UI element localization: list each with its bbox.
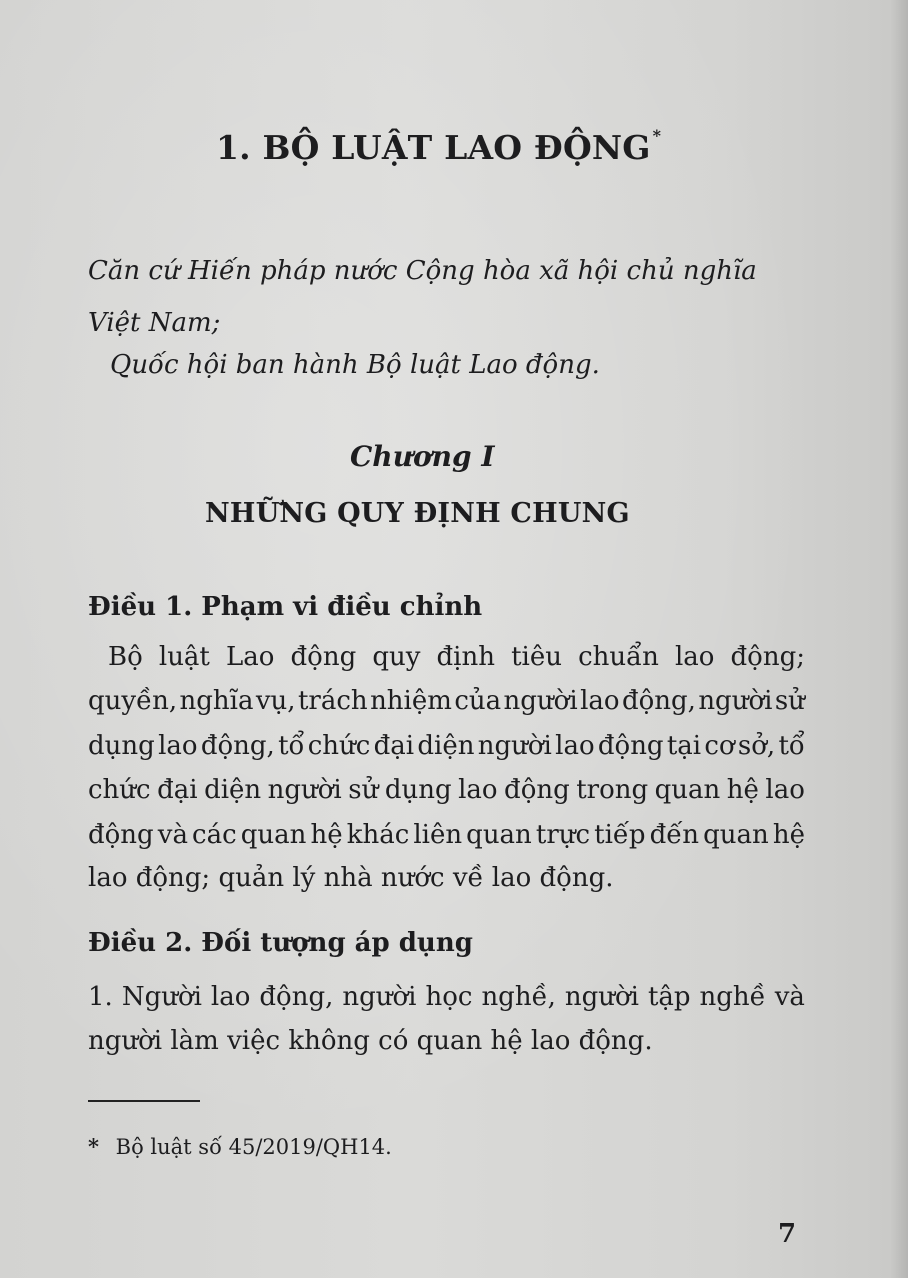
word: dụng xyxy=(384,775,452,805)
word: cơ xyxy=(704,731,735,761)
word: động, xyxy=(621,686,696,716)
word: tập xyxy=(647,982,691,1012)
article-1-line-1 xyxy=(108,642,805,672)
footnote-marker: * xyxy=(88,1134,99,1159)
word: diện xyxy=(417,731,475,761)
word: chức xyxy=(88,775,151,805)
word: Người xyxy=(121,982,202,1012)
word: quyền, xyxy=(88,686,178,716)
word: học xyxy=(425,982,473,1012)
word: người xyxy=(267,775,342,805)
word: hệ xyxy=(310,820,343,850)
word: người xyxy=(342,982,417,1012)
word: lao xyxy=(765,775,805,805)
word: các xyxy=(192,820,237,850)
word: động xyxy=(504,775,570,805)
word: quy xyxy=(372,642,421,672)
page-number: 7 xyxy=(778,1219,797,1249)
word: sử xyxy=(774,686,805,716)
word: lao xyxy=(555,731,595,761)
word: tổ xyxy=(778,731,805,761)
word: tiêu xyxy=(511,642,562,672)
word: sở, xyxy=(737,731,776,761)
word: đại xyxy=(373,731,415,761)
word: luật xyxy=(158,642,210,672)
word: định xyxy=(436,642,495,672)
word: 1. xyxy=(88,982,113,1012)
law-title-text: 1. BỘ LUẬT LAO ĐỘNG xyxy=(216,128,651,167)
article-2-line-1 xyxy=(88,982,805,1012)
word: liên xyxy=(413,820,463,850)
footnote-text: Bộ luật số 45/2019/QH14. xyxy=(115,1135,392,1159)
word: Lao xyxy=(226,642,275,672)
chapter-title: NHỮNG QUY ĐỊNH CHUNG xyxy=(205,498,630,529)
word: chuẩn xyxy=(578,642,659,672)
word: khác xyxy=(346,820,410,850)
word: và xyxy=(774,982,805,1012)
word: nghĩa xyxy=(179,686,254,716)
word: diện xyxy=(204,775,262,805)
word: lao xyxy=(458,775,498,805)
word: Bộ xyxy=(108,642,143,672)
word: người xyxy=(698,686,773,716)
word: nghề xyxy=(699,982,766,1012)
page-edge-shadow xyxy=(890,0,908,1278)
word: trong xyxy=(576,775,649,805)
word: và xyxy=(157,820,188,850)
word: động, xyxy=(259,982,334,1012)
word: nghề, xyxy=(481,982,556,1012)
article-1-line-2 xyxy=(88,686,805,716)
chapter-label: Chương I xyxy=(350,440,495,473)
word: hệ xyxy=(726,775,759,805)
word: người xyxy=(564,982,639,1012)
word: quan xyxy=(654,775,721,805)
word: người xyxy=(503,686,578,716)
word: lao xyxy=(580,686,620,716)
word: đến xyxy=(649,820,700,850)
word: của xyxy=(454,686,502,716)
word: người xyxy=(477,731,552,761)
word: sử xyxy=(348,775,379,805)
law-title-footnote-marker: * xyxy=(652,126,662,145)
law-title xyxy=(216,128,661,167)
article-1-line-4 xyxy=(88,775,805,805)
word: động, xyxy=(200,731,275,761)
word: lao xyxy=(210,982,251,1012)
word: quan xyxy=(466,820,532,850)
word: động xyxy=(597,731,664,761)
word: động xyxy=(88,820,154,850)
footnote-divider xyxy=(88,1100,200,1102)
preamble-line-2: Việt Nam; xyxy=(88,308,221,338)
word: động xyxy=(290,642,357,672)
word: hệ xyxy=(772,820,805,850)
word: vụ, xyxy=(255,686,296,716)
word: tại xyxy=(666,731,702,761)
preamble-line-3: Quốc hội ban hành Bộ luật Lao động. xyxy=(110,350,600,380)
article-2-heading: Điều 2. Đối tượng áp dụng xyxy=(88,928,473,958)
word: nhiệm xyxy=(370,686,452,716)
word: đại xyxy=(157,775,198,805)
article-1-line-3 xyxy=(88,731,805,761)
word: động; xyxy=(730,642,805,672)
word: dụng xyxy=(88,731,155,761)
word: lao xyxy=(674,642,715,672)
word: quan xyxy=(240,820,307,850)
article-1-heading: Điều 1. Phạm vi điều chỉnh xyxy=(88,592,483,622)
footnote xyxy=(88,1134,392,1159)
word: tiếp xyxy=(594,820,646,850)
word: quan xyxy=(703,820,769,850)
article-1-line-6: lao động; quản lý nhà nước về lao động. xyxy=(88,863,614,893)
word: tổ xyxy=(278,731,305,761)
word: lao xyxy=(158,731,198,761)
word: chức xyxy=(307,731,371,761)
article-1-line-5 xyxy=(88,820,805,850)
article-2-line-2: người làm việc không có quan hệ lao động. xyxy=(88,1026,653,1056)
word: trách xyxy=(297,686,368,716)
preamble-line-1: Căn cứ Hiến pháp nước Cộng hòa xã hội chủ nghĩa xyxy=(88,256,757,286)
word: trực xyxy=(535,820,591,850)
